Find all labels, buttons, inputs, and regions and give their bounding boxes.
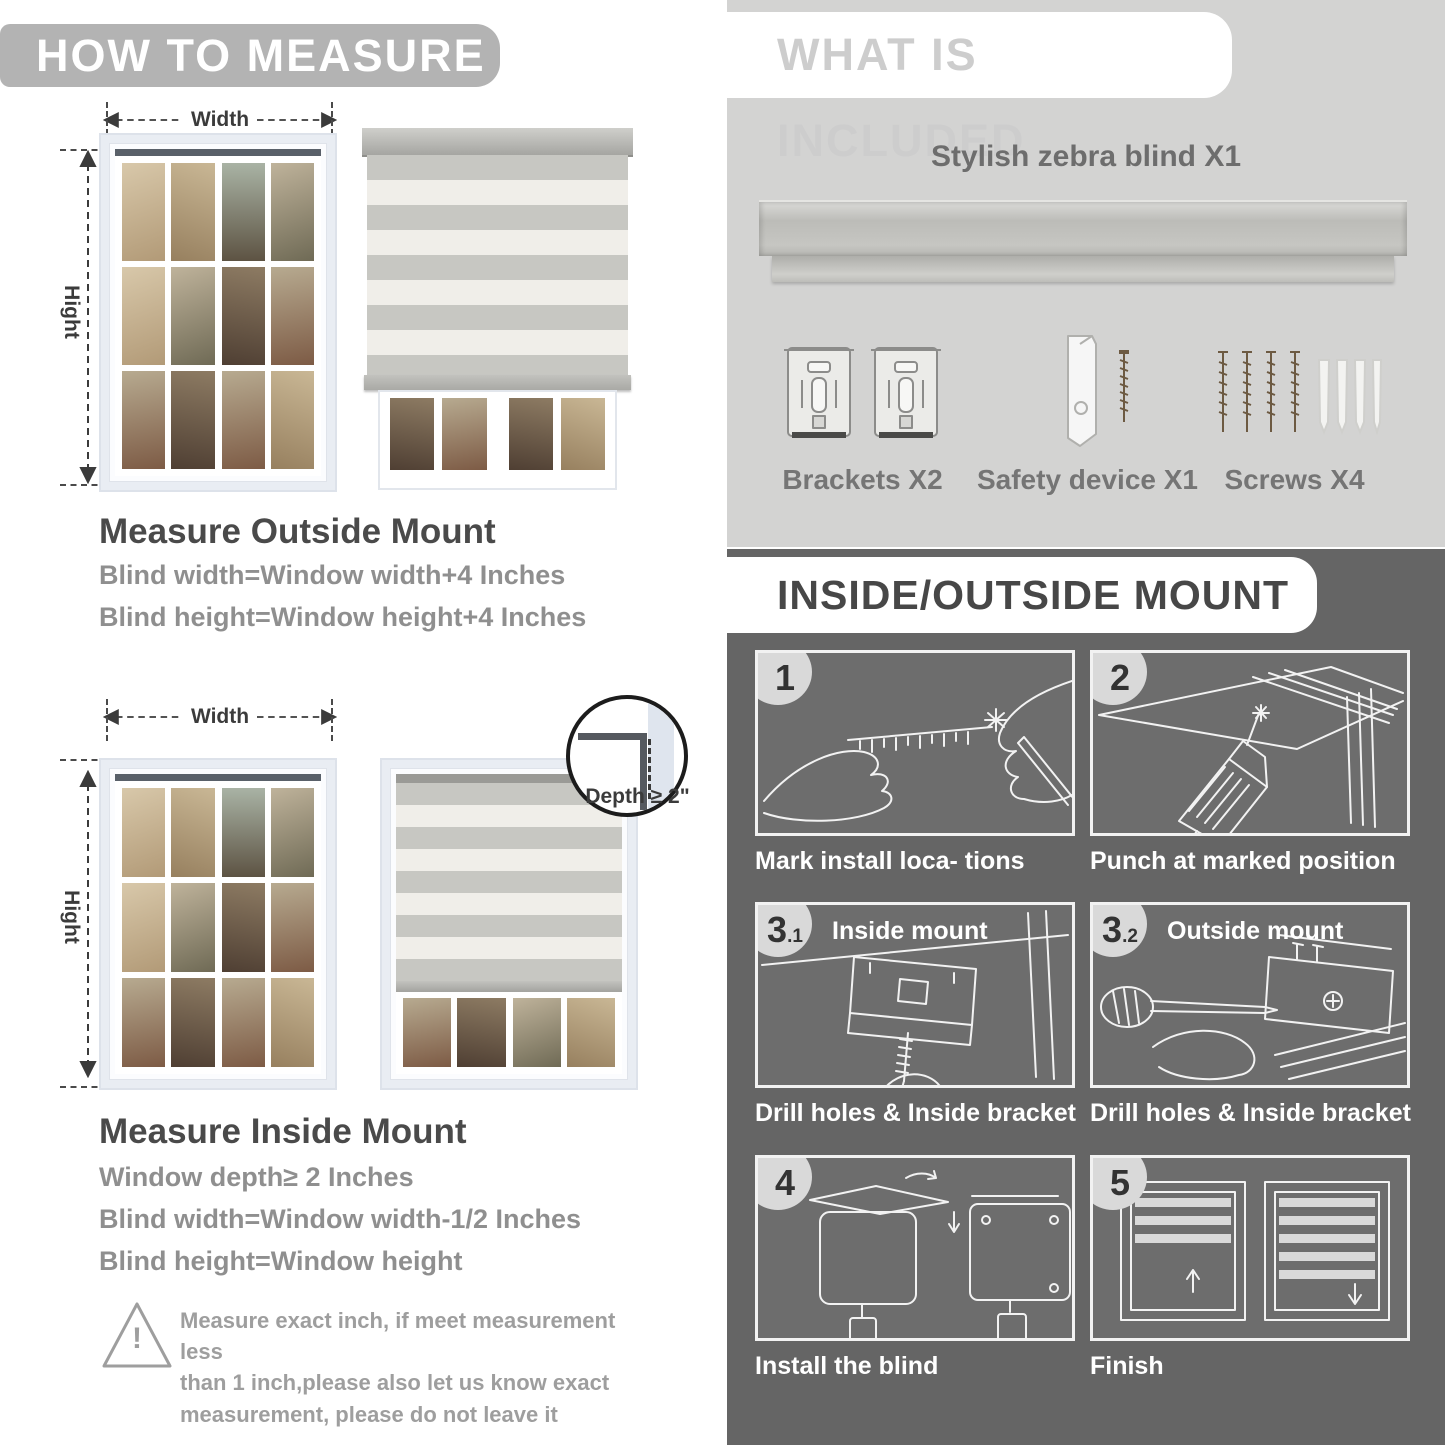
window-pane <box>122 163 165 261</box>
window-pane <box>222 883 265 972</box>
window-frame <box>391 769 627 1079</box>
window-sashes <box>115 781 321 1074</box>
outside-mount-line2: Blind height=Window height+4 Inches <box>99 602 587 632</box>
window-pane <box>567 998 615 1067</box>
window-sashes <box>115 156 321 476</box>
blind-cassette <box>362 128 633 155</box>
window-top-bar <box>115 774 321 781</box>
window-pane <box>171 163 214 261</box>
window-sash <box>122 163 215 469</box>
window-pane <box>271 883 314 972</box>
window-pane <box>271 978 314 1067</box>
step5-caption: Finish <box>1090 1352 1164 1380</box>
window-bottom-visible <box>378 390 617 490</box>
safety-device-label: Safety device X1 <box>976 464 1199 495</box>
inside-outside-mount-header: INSIDE/OUTSIDE MOUNT <box>727 557 1317 633</box>
inside-mount-title: Measure Inside Mount <box>99 1112 467 1151</box>
window-pane <box>457 998 505 1067</box>
window-frame <box>110 769 326 1079</box>
step-subnumber: .2 <box>1122 926 1138 947</box>
step-number: 4 <box>774 1162 796 1203</box>
window-pane <box>271 371 314 469</box>
measure-tick <box>331 699 333 741</box>
window-pane <box>271 163 314 261</box>
width-measure-arrow <box>103 703 337 731</box>
window-pane <box>403 998 451 1067</box>
window-pane <box>171 267 214 365</box>
step-panel-5 <box>1090 1155 1410 1341</box>
step2-caption: Punch at marked position <box>1090 847 1396 875</box>
step-panel-3-1 <box>755 902 1075 1088</box>
step4-caption: Install the blind <box>755 1352 939 1380</box>
window-pane <box>171 788 214 877</box>
window-sashes <box>396 992 622 1074</box>
warning-text <box>180 1305 640 1430</box>
step-panel-4 <box>755 1155 1075 1341</box>
step3-2-caption: Drill holes & Inside bracket <box>1090 1099 1411 1127</box>
arrow-left-icon <box>103 703 183 731</box>
product-label: Stylish zebra blind X1 <box>930 140 1242 173</box>
window-pane <box>561 398 605 470</box>
window-top-bar <box>115 149 321 156</box>
step-number: 3 <box>767 909 788 950</box>
window-pane <box>122 371 165 469</box>
warning-line: than 1 inch,please also let us know exact <box>180 1370 610 1396</box>
step-number: 3 <box>1102 909 1123 950</box>
arrow-right-icon <box>257 106 337 134</box>
step-panel-1 <box>755 650 1075 836</box>
width-label: Width <box>190 108 250 131</box>
inside-mount-line3: Blind height=Window height <box>99 1246 463 1276</box>
window-pane <box>442 398 486 470</box>
window-pane <box>222 978 265 1067</box>
screws-label: Screws X4 <box>1224 464 1365 495</box>
step-panel-3-2 <box>1090 902 1410 1088</box>
depth-label: Depth ≥ 2" <box>585 785 690 808</box>
outside-mount-line1: Blind width=Window width+4 Inches <box>99 560 566 590</box>
width-label: Width <box>190 705 250 728</box>
window-mullion <box>495 398 501 470</box>
inside-mount-line1: Window depth≥ 2 Inches <box>99 1162 414 1192</box>
window-sash <box>122 788 215 1067</box>
what-is-included-header: WHAT IS INCLUDED <box>727 12 1232 98</box>
window-sash <box>403 998 506 1067</box>
window-pane <box>390 398 434 470</box>
window-pane <box>122 978 165 1067</box>
safety-device-icon <box>1040 330 1150 457</box>
zebra-stripes <box>367 155 628 375</box>
warning-exclamation: ! <box>132 1322 142 1355</box>
window-pane <box>222 163 265 261</box>
window-pane <box>271 267 314 365</box>
warning-line: measurement, please do not leave it <box>180 1401 558 1427</box>
outside-mount-title: Measure Outside Mount <box>99 512 496 551</box>
zebra-blind-cassette-image <box>759 200 1407 282</box>
window-pane <box>222 267 265 365</box>
window-pane <box>509 398 553 470</box>
window-pane <box>271 788 314 877</box>
cassette-lip <box>772 256 1394 282</box>
step3-2-title: Outside mount <box>1167 917 1344 945</box>
window-sash <box>513 998 616 1067</box>
window-pane <box>222 788 265 877</box>
window-pane <box>171 978 214 1067</box>
step-number: 2 <box>1109 657 1131 698</box>
window-pane <box>122 267 165 365</box>
window-photo-outside <box>99 133 337 492</box>
cassette-headrail <box>759 200 1407 256</box>
step1-caption: Mark install loca- tions <box>755 847 1025 875</box>
height-label: Hight <box>59 890 83 944</box>
blind-bottom-rail <box>396 981 622 992</box>
warning-triangle-icon <box>100 1300 174 1370</box>
arrow-right-icon <box>257 703 337 731</box>
step-panel-2 <box>1090 650 1410 836</box>
window-photo-inside <box>99 758 337 1090</box>
warning-line: Measure exact inch, if meet measurement less <box>180 1308 616 1365</box>
window-frame <box>110 144 326 481</box>
height-label: Hight <box>59 285 83 339</box>
step3-1-title: Inside mount <box>832 917 988 945</box>
window-pane <box>122 883 165 972</box>
arrow-left-icon <box>103 106 183 134</box>
window-sash <box>222 788 315 1067</box>
mounting-brackets-icon <box>780 338 945 455</box>
zebra-stripes <box>396 783 622 981</box>
step-number: 1 <box>774 657 796 698</box>
step3-1-caption: Drill holes & Inside bracket <box>755 1099 1076 1127</box>
inside-mount-line2: Blind width=Window width-1/2 Inches <box>99 1204 582 1234</box>
measure-tick <box>106 699 108 741</box>
window-pane <box>222 371 265 469</box>
width-measure-arrow <box>103 106 337 134</box>
step-number: 5 <box>1109 1162 1131 1203</box>
window-sash <box>222 163 315 469</box>
window-pane <box>171 371 214 469</box>
zebra-blind-outside-mount <box>362 128 633 490</box>
blind-bottom-rail <box>364 375 631 390</box>
screws-anchors-icon <box>1213 342 1383 449</box>
window-pane <box>171 883 214 972</box>
window-pane <box>513 998 561 1067</box>
brackets-label: Brackets X2 <box>782 464 943 495</box>
window-pane <box>122 788 165 877</box>
step-subnumber: .1 <box>787 926 803 947</box>
how-to-measure-header: HOW TO MEASURE <box>0 24 500 87</box>
